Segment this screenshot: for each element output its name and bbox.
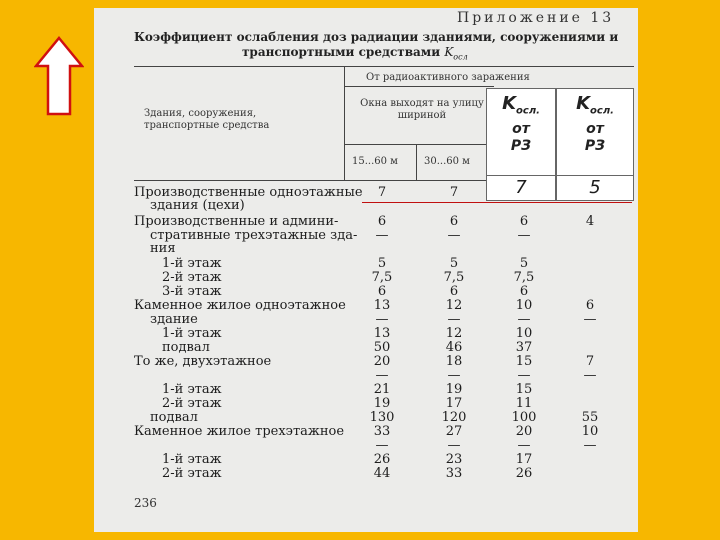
table-row: 1-й этаж 21 19 15 [162,382,533,397]
table-row: 1-й этаж 26 23 17 [162,452,533,467]
red-underline [362,202,632,203]
header-width-1: 15...60 м [352,156,398,167]
table-row: — — — — [375,368,597,383]
table-row: 2-й этаж 44 33 26 [162,466,533,481]
table-row: 1-й этаж 13 12 10 [162,326,533,341]
table-row: 2-й этаж 7,5 7,5 7,5 [162,270,535,285]
page-number: 236 [134,496,157,510]
table-row: подвал 50 46 37 [162,340,533,355]
overlay-k-header-2: $K_{осл.}$ от РЗ [556,88,634,176]
overlay-k-header-1: $K_{осл.}$ от РЗ [486,88,556,176]
header-windows: Окна выходят на улицу шириной [360,98,484,121]
table-row: Производственные одноэтажные 7 7 [134,185,459,200]
overlay-value-1: 7 [486,175,556,201]
table-title: Коэффициент ослабления доз радиации зданиями, сооружениями и транспортными средствами $K_{осл}$ [134,30,619,62]
scanned-page [94,8,638,532]
appendix-label: Приложение 13 [457,10,615,26]
table-row: Производственные и админи- 6 6 6 4 [134,214,595,229]
table-row: 1-й этаж 5 5 5 [162,256,529,271]
table-row: Каменное жилое одноэтажное 13 12 10 6 [134,298,595,313]
overlay-value-2: 5 [556,175,634,201]
header-object: Здания, сооружения, транспортные средства [144,108,270,131]
table-row: — — — — [375,438,597,453]
table-row: стративные трехэтажные зда- — — — [150,228,531,243]
k-symbol: $K_{осл}$ [444,45,468,62]
header-width-2: 30...60 м [424,156,470,167]
table-row: здания (цехи) [150,198,245,213]
table-row: подвал 130 120 100 55 [150,410,599,425]
table-row: ния [150,241,176,256]
table-row: Каменное жилое трехэтажное 33 27 20 10 [134,424,599,439]
up-arrow-icon[interactable] [34,36,84,116]
table-row: То же, двухэтажное 20 18 15 7 [134,354,595,369]
table-row: здание — — — — [150,312,597,327]
table-row: 2-й этаж 19 17 11 [162,396,533,411]
table-row: 3-й этаж 6 6 6 [162,284,529,299]
header-from-rz: От радиоактивного заражения [366,72,530,83]
